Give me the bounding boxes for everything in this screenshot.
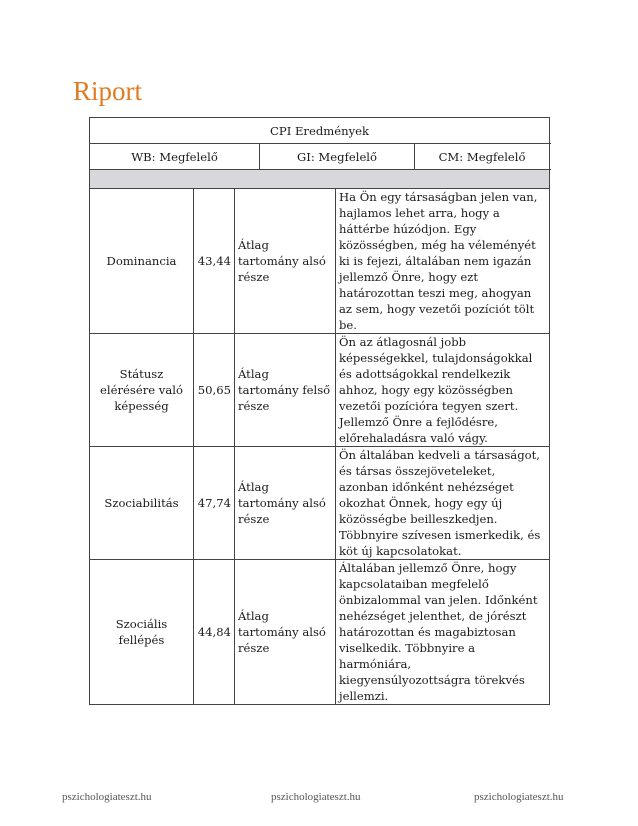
footer-link-left[interactable]: pszichologiateszt.hu — [62, 791, 152, 803]
gray-band-row — [90, 170, 550, 189]
description: Ön az átlagosnál jobb képességekkel, tulajdonságokkal és adottságokkal rendelkezik ahhoz, hogy egy közösségben vezetői pozícióra tegyen szert. Jellemző Önre a fejlődésre, előrehaladásra való vágy. — [336, 334, 550, 447]
page-footer — [0, 791, 638, 807]
status-cm: CM: Megfelelő — [438, 149, 526, 164]
table-row — [90, 334, 550, 447]
description: Ön általában kedveli a társaságot, és társas összejöveteleket, azonban időnként nehézséget okozhat Önnek, hogy egy új közösségbe beilleszkedjen. Többnyire szívesen ismerkedik, és köt új kapcsolatokat. — [336, 447, 550, 560]
status-gi: GI: Megfelelő — [260, 144, 415, 169]
page-title: Riport — [73, 76, 143, 106]
range-label: Átlag tartomány alsó része — [235, 560, 336, 705]
description: Általában jellemző Önre, hogy kapcsolataiban megfelelő önbizalommal van jelen. Időnként nehézséget jelenthet, de jórészt határozottan és magabiztosan viselkedik. Többnyire a harmóniára, kiegyensúlyozottságra törekvés jellemzi. — [336, 560, 550, 705]
scale-name: Szociabilitás — [90, 447, 194, 560]
score-value: 47,74 — [194, 447, 235, 560]
range-label: Átlag tartomány alsó része — [235, 447, 336, 560]
scale-name: Státusz elérésére való képesség — [90, 334, 194, 447]
description: Ha Ön egy társaságban jelen van, hajlamos lehet arra, hogy a háttérbe húzódjon. Egy közösségben, még ha véleményét ki is fejezi, általában nem igazán jellemző Önre, hogy ezt határozottan teszi meg, ahogyan az sem, hogy vezetői pozíciót tölt be. — [336, 189, 550, 334]
table-row — [90, 447, 550, 560]
footer-link-center[interactable]: pszichologiateszt.hu — [271, 791, 361, 803]
scale-name: Szociális fellépés — [90, 560, 194, 705]
status-subtable — [90, 144, 549, 169]
score-value: 43,44 — [194, 189, 235, 334]
score-value: 44,84 — [194, 560, 235, 705]
table-row — [90, 560, 550, 705]
scale-name: Dominancia — [90, 189, 194, 334]
table-header: CPI Eredmények — [90, 118, 550, 144]
score-value: 50,65 — [194, 334, 235, 447]
table-row — [90, 189, 550, 334]
gray-band — [90, 170, 550, 189]
status-wb: WB: Megfelelő — [90, 144, 260, 169]
status-row — [90, 144, 550, 170]
range-label: Átlag tartomány felső része — [235, 334, 336, 447]
footer-link-right[interactable]: pszichologiateszt.hu — [474, 791, 564, 803]
table-header-row — [90, 118, 550, 144]
results-table — [89, 117, 550, 705]
range-label: Átlag tartomány alsó része — [235, 189, 336, 334]
